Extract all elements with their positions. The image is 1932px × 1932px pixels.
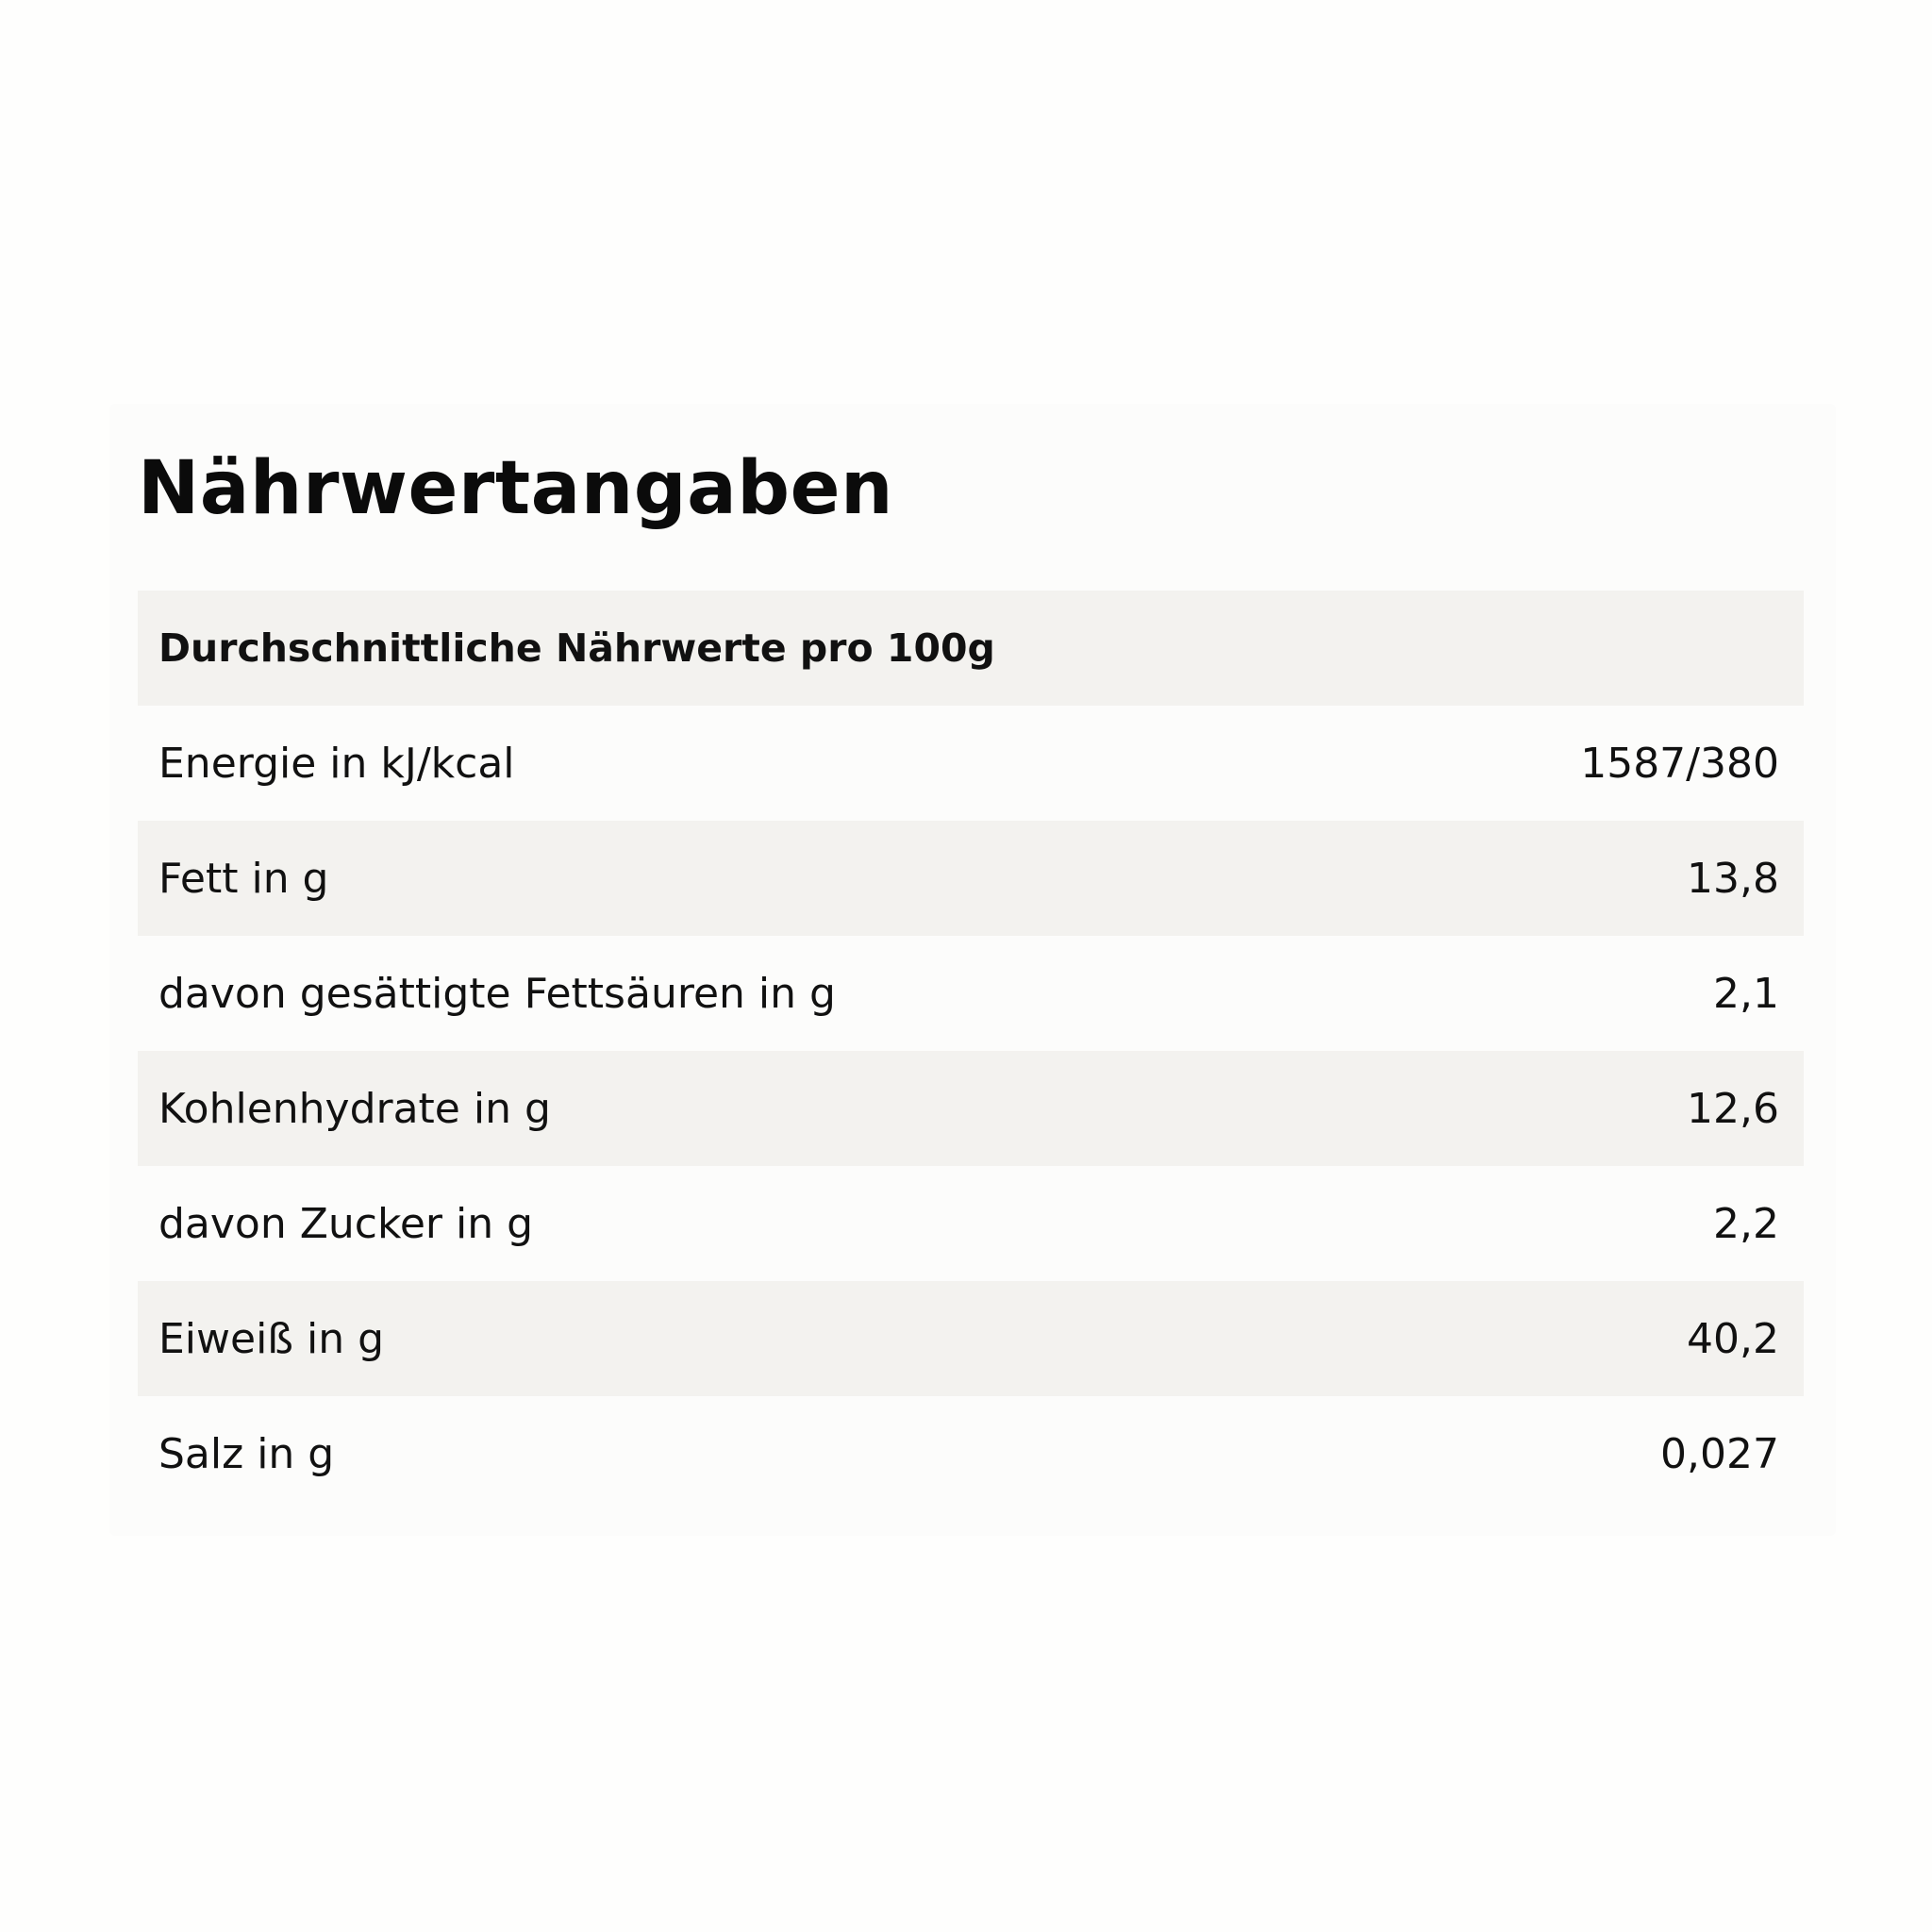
table-row-saturated-fat bbox=[138, 936, 1804, 1051]
table-row-fat bbox=[138, 821, 1804, 936]
page-title: Nährwertangaben bbox=[138, 446, 894, 531]
table-row-carbohydrates bbox=[138, 1051, 1804, 1166]
row-label: davon gesättigte Fettsäuren in g bbox=[158, 969, 836, 1018]
row-label: Eiweiß in g bbox=[158, 1314, 385, 1363]
row-value: 1587/380 bbox=[1580, 739, 1779, 788]
row-label: davon Zucker in g bbox=[158, 1199, 534, 1248]
row-label: Salz in g bbox=[158, 1429, 335, 1478]
table-header-row bbox=[138, 591, 1804, 706]
table-row-sugar bbox=[138, 1166, 1804, 1281]
row-value: 13,8 bbox=[1687, 854, 1779, 903]
table-row-salt bbox=[138, 1396, 1804, 1511]
row-label: Energie in kJ/kcal bbox=[158, 739, 515, 788]
row-value: 0,027 bbox=[1660, 1429, 1779, 1478]
row-label: Kohlenhydrate in g bbox=[158, 1084, 551, 1133]
row-label: Fett in g bbox=[158, 854, 329, 903]
table-header-label: Durchschnittliche Nährwerte pro 100g bbox=[158, 625, 995, 671]
table-row-protein bbox=[138, 1281, 1804, 1396]
row-value: 2,2 bbox=[1713, 1199, 1779, 1248]
table-row-energy bbox=[138, 706, 1804, 821]
nutrition-table bbox=[138, 591, 1804, 1511]
row-value: 2,1 bbox=[1713, 969, 1779, 1018]
row-value: 40,2 bbox=[1687, 1314, 1779, 1363]
row-value: 12,6 bbox=[1687, 1084, 1779, 1133]
